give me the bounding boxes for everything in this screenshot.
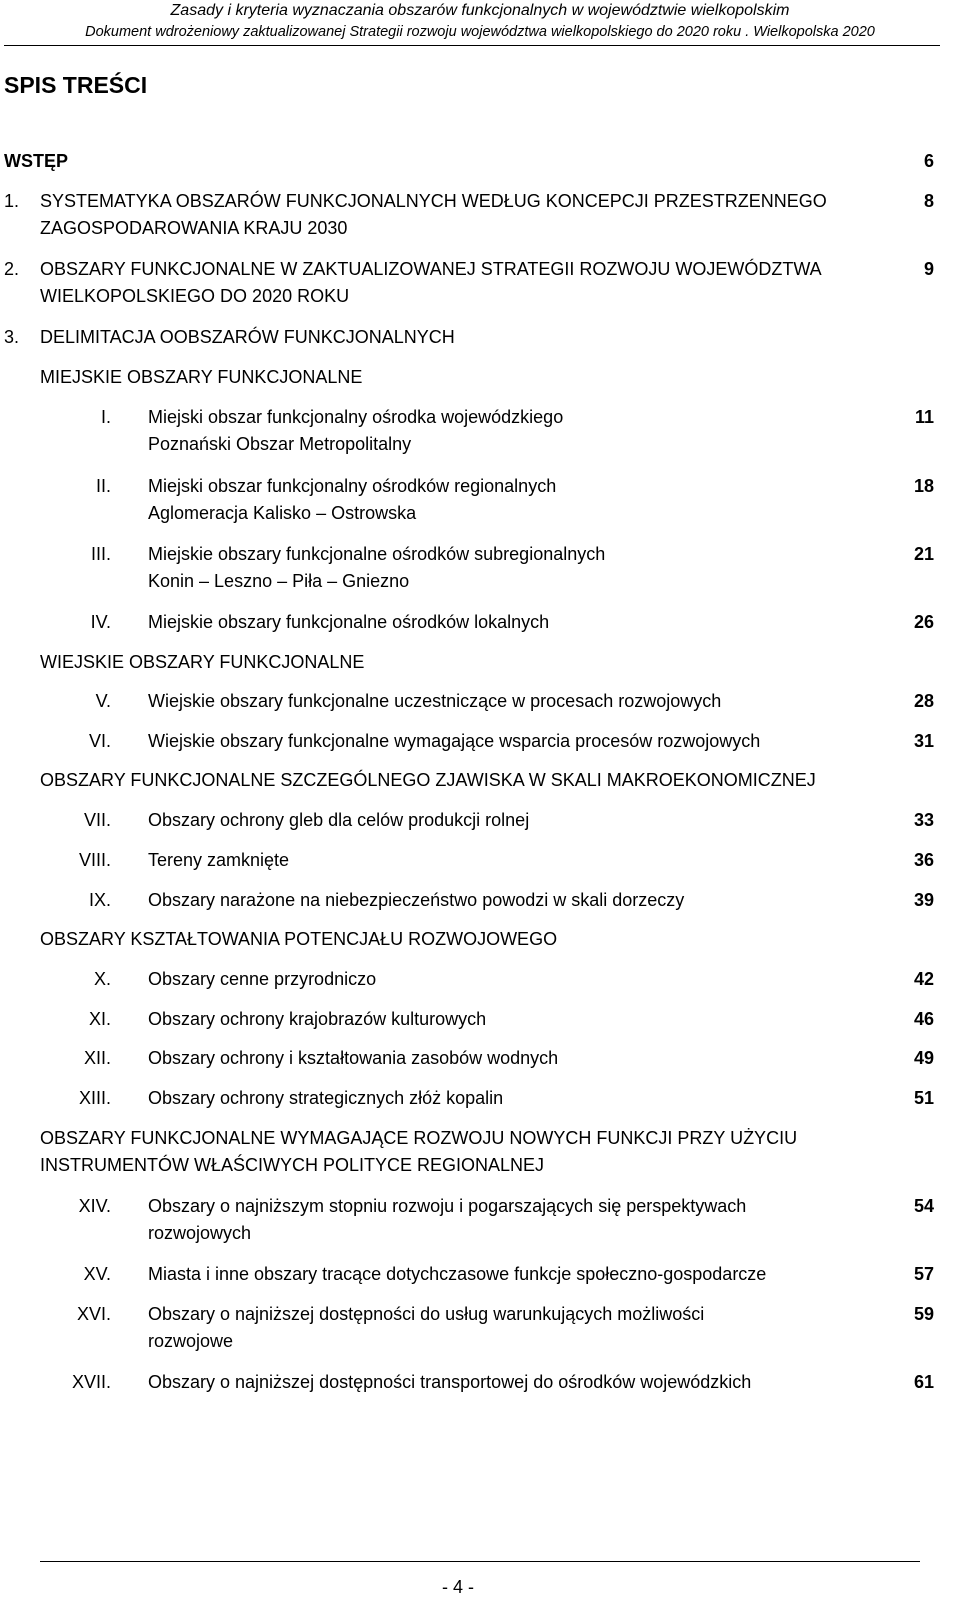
toc-item-page: 59 xyxy=(913,1304,934,1324)
toc-section-2-page: 9 xyxy=(923,259,934,279)
toc-section-1-line2[interactable]: ZAGOSPODAROWANIA KRAJU 2030 xyxy=(40,218,348,238)
toc-item-number: X. xyxy=(93,969,111,989)
toc-item-number: XVI. xyxy=(76,1304,111,1324)
toc-group-miejskie[interactable]: MIEJSKIE OBSZARY FUNKCJONALNE xyxy=(40,367,363,387)
toc-item-page: 11 xyxy=(914,407,934,427)
toc-item-page: 54 xyxy=(913,1196,934,1216)
toc-entry-wstep[interactable]: WSTĘP xyxy=(4,151,69,171)
toc-item-number: XVII. xyxy=(71,1372,111,1392)
toc-title: SPIS TREŚCI xyxy=(4,72,148,98)
toc-item-number: III. xyxy=(90,544,111,564)
toc-item-label[interactable]: Obszary o najniższym stopniu rozwoju i pogarszających się perspektywach xyxy=(148,1196,747,1216)
toc-item-number: I. xyxy=(100,407,111,427)
toc-item-number: XII. xyxy=(83,1048,111,1068)
toc-item-page: 61 xyxy=(913,1372,934,1392)
toc-item-label[interactable]: Obszary cenne przyrodniczo xyxy=(148,969,377,989)
toc-item-number: VII. xyxy=(83,810,111,830)
toc-item-label[interactable]: Obszary ochrony strategicznych złóż kopalin xyxy=(148,1088,504,1108)
toc-item-page: 21 xyxy=(913,544,934,564)
toc-item-number: VIII. xyxy=(78,850,111,870)
toc-section-1-number: 1. xyxy=(4,191,20,211)
toc-item-label[interactable]: Miejskie obszary funkcjonalne ośrodków subregionalnych xyxy=(148,544,606,564)
toc-item-label[interactable]: Wiejskie obszary funkcjonalne uczestniczące w procesach rozwojowych xyxy=(148,691,722,711)
toc-item-label-cont[interactable]: rozwojowe xyxy=(148,1331,234,1351)
toc-item-page: 51 xyxy=(913,1088,934,1108)
toc-item-label[interactable]: Tereny zamknięte xyxy=(148,850,290,870)
toc-item-page: 57 xyxy=(913,1264,934,1284)
toc-item-page: 33 xyxy=(913,810,934,830)
running-header-subtitle: Dokument wdrożeniowy zaktualizowanej Strategii rozwoju województwa wielkopolskiego do 2020 roku . Wielkopolska 2020 xyxy=(85,24,875,40)
toc-item-number: V. xyxy=(95,691,111,711)
toc-item-page: 46 xyxy=(913,1009,934,1029)
toc-section-2-line2[interactable]: WIELKOPOLSKIEGO DO 2020 ROKU xyxy=(40,286,350,306)
page-number: - 4 - xyxy=(441,1577,474,1597)
toc-section-3-number: 3. xyxy=(4,327,20,347)
toc-item-page: 36 xyxy=(913,850,934,870)
toc-item-label[interactable]: Wiejskie obszary funkcjonalne wymagające wsparcia procesów rozwojowych xyxy=(148,731,761,751)
toc-item-number: XIV. xyxy=(78,1196,111,1216)
toc-item-number: IX. xyxy=(88,890,111,910)
toc-item-label[interactable]: Obszary o najniższej dostępności transportowej do ośrodków wojewódzkich xyxy=(148,1372,752,1392)
toc-group-potencjal[interactable]: OBSZARY KSZTAŁTOWANIA POTENCJAŁU ROZWOJOWEGO xyxy=(40,929,558,949)
toc-item-label-cont[interactable]: rozwojowych xyxy=(148,1223,252,1243)
toc-item-label[interactable]: Miejskie obszary funkcjonalne ośrodków lokalnych xyxy=(148,612,550,632)
toc-item-number: VI. xyxy=(88,731,111,751)
toc-item-label[interactable]: Miasta i inne obszary tracące dotychczasowe funkcje społeczno-gospodarcze xyxy=(148,1264,767,1284)
toc-item-label[interactable]: Obszary ochrony gleb dla celów produkcji rolnej xyxy=(148,810,530,830)
toc-item-page: 31 xyxy=(913,731,934,751)
toc-item-number: II. xyxy=(95,476,111,496)
header-rule xyxy=(4,45,940,46)
toc-item-label-cont[interactable]: Poznański Obszar Metropolitalny xyxy=(148,434,412,454)
toc-group-szczegolne[interactable]: OBSZARY FUNKCJONALNE SZCZEGÓLNEGO ZJAWISKA W SKALI MAKROEKONOMICZNEJ xyxy=(40,770,816,790)
toc-page-wstep: 6 xyxy=(923,151,934,171)
toc-item-label[interactable]: Obszary ochrony i kształtowania zasobów wodnych xyxy=(148,1048,559,1068)
toc-item-number: XV. xyxy=(83,1264,111,1284)
toc-item-number: XIII. xyxy=(78,1088,111,1108)
toc-item-page: 28 xyxy=(913,691,934,711)
toc-item-label[interactable]: Obszary o najniższej dostępności do usług warunkujących możliwości xyxy=(148,1304,705,1324)
toc-section-1-page: 8 xyxy=(923,191,934,211)
toc-item-label[interactable]: Miejski obszar funkcjonalny ośrodka wojewódzkiego xyxy=(148,407,564,427)
toc-item-number: XI. xyxy=(88,1009,111,1029)
running-header-title: Zasady i kryteria wyznaczania obszarów funkcjonalnych w województwie wielkopolskim xyxy=(170,2,790,19)
toc-item-label[interactable]: Obszary ochrony krajobrazów kulturowych xyxy=(148,1009,487,1029)
toc-section-1-line1[interactable]: SYSTEMATYKA OBSZARÓW FUNKCJONALNYCH WEDŁUG KONCEPCJI PRZESTRZENNEGO xyxy=(40,191,827,211)
toc-item-label[interactable]: Miejski obszar funkcjonalny ośrodków regionalnych xyxy=(148,476,557,496)
toc-item-label-cont[interactable]: Aglomeracja Kalisko – Ostrowska xyxy=(148,503,417,523)
toc-group-wiejskie[interactable]: WIEJSKIE OBSZARY FUNKCJONALNE xyxy=(40,652,365,672)
toc-group-nowe-funkcje-cont[interactable]: INSTRUMENTÓW WŁAŚCIWYCH POLITYCE REGIONALNEJ xyxy=(40,1155,545,1175)
toc-section-3-label[interactable]: DELIMITACJA OOBSZARÓW FUNKCJONALNYCH xyxy=(40,327,455,347)
toc-item-page: 26 xyxy=(913,612,934,632)
toc-group-nowe-funkcje[interactable]: OBSZARY FUNKCJONALNE WYMAGAJĄCE ROZWOJU NOWYCH FUNKCJI PRZY UŻYCIU xyxy=(40,1128,798,1148)
toc-item-page: 39 xyxy=(913,890,934,910)
toc-section-2-number: 2. xyxy=(4,259,20,279)
toc-section-2-line1[interactable]: OBSZARY FUNKCJONALNE W ZAKTUALIZOWANEJ STRATEGII ROZWOJU WOJEWÓDZTWA xyxy=(40,259,822,279)
toc-item-page: 42 xyxy=(913,969,934,989)
toc-item-page: 49 xyxy=(913,1048,934,1068)
toc-item-label[interactable]: Obszary narażone na niebezpieczeństwo powodzi w skali dorzeczy xyxy=(148,890,685,910)
toc-item-page: 18 xyxy=(913,476,934,496)
footer-rule xyxy=(40,1561,920,1562)
toc-item-label-cont[interactable]: Konin – Leszno – Piła – Gniezno xyxy=(148,571,410,591)
toc-item-number: IV. xyxy=(90,612,111,632)
